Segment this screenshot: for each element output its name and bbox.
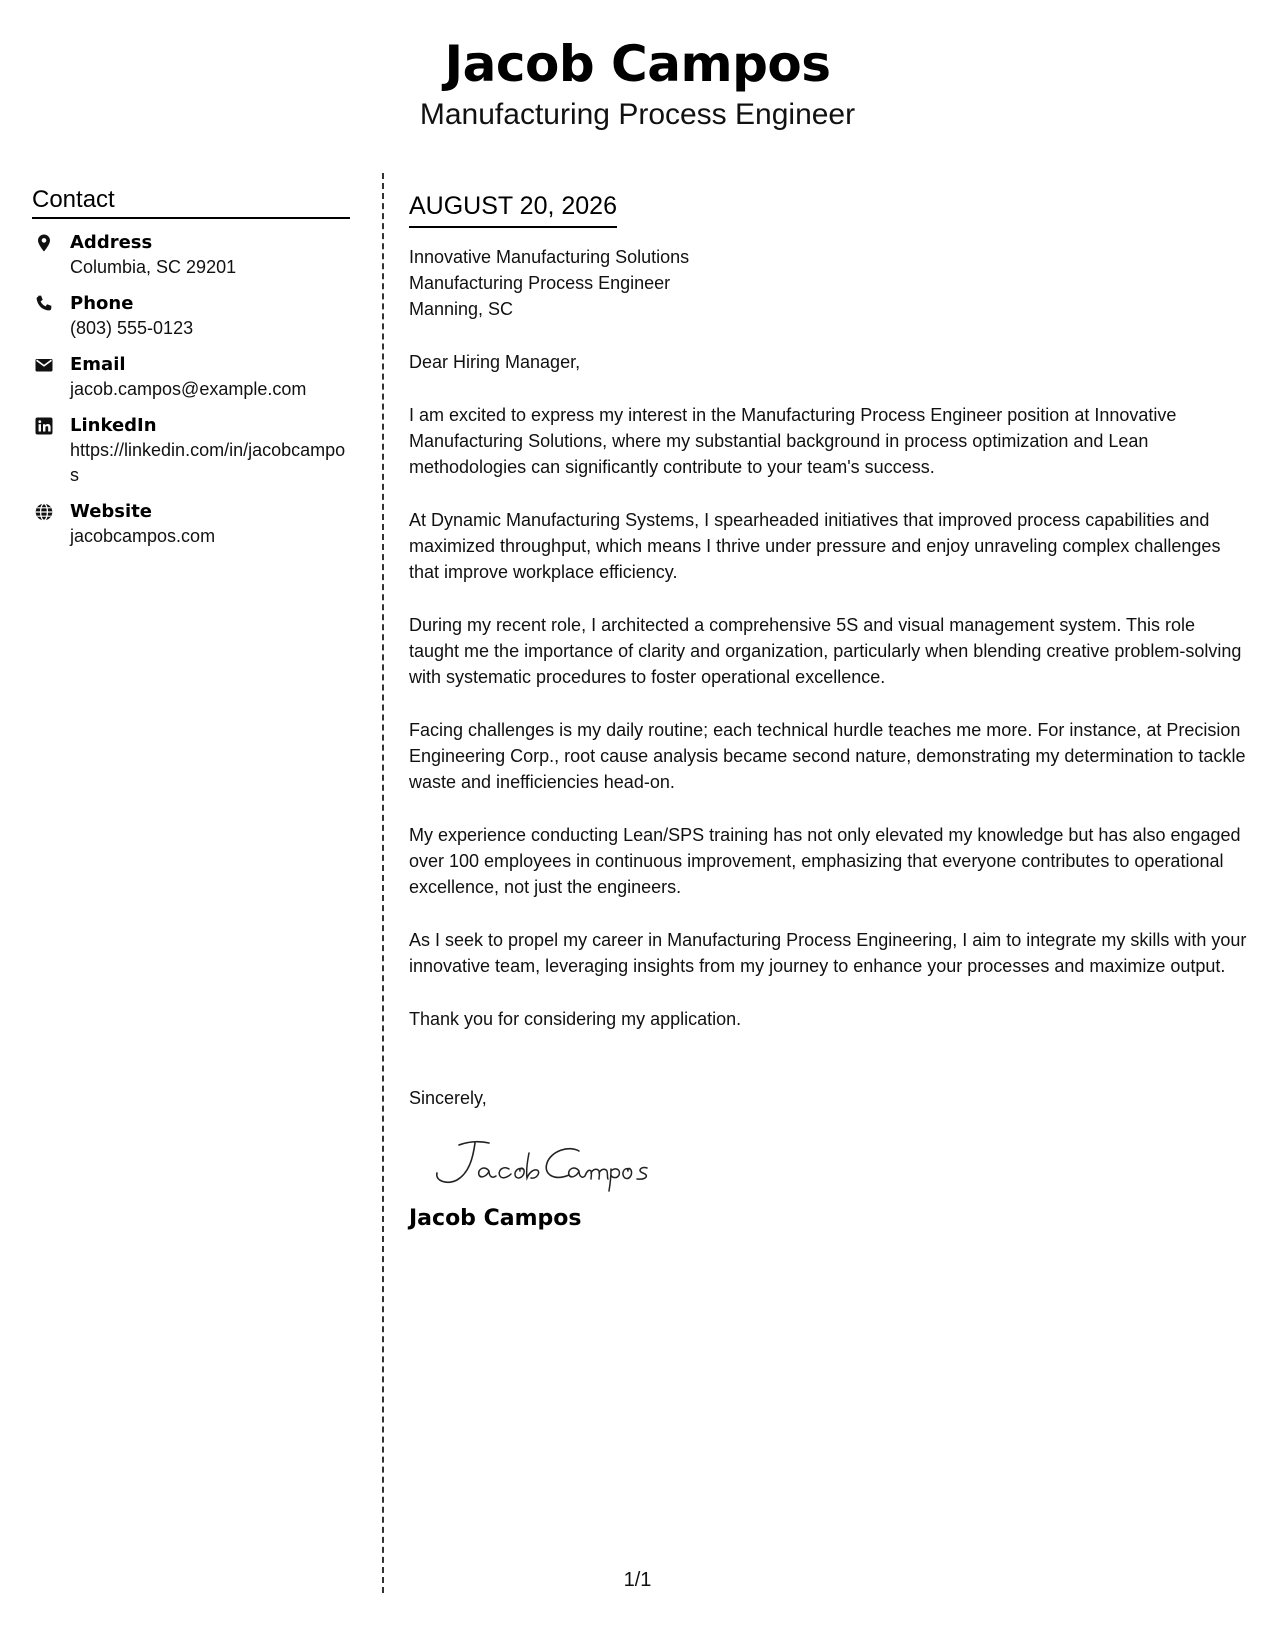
paragraph-5: My experience conducting Lean/SPS training has not only elevated my knowledge but has also engaged over 100 employees in continuous improvement, emphasizing that everyone contributes to operational excellence, not just the engineers. <box>409 825 1241 897</box>
contact-item-website <box>32 500 350 549</box>
website-label: Website <box>70 501 153 522</box>
letter-date: AUGUST 20, 2026 <box>409 190 617 228</box>
salutation: Dear Hiring Manager, <box>409 352 581 372</box>
recipient-position: Manufacturing Process Engineer <box>409 273 671 293</box>
recipient-company: Innovative Manufacturing Solutions <box>409 247 690 267</box>
recipient-location: Manning, SC <box>409 299 514 319</box>
contact-heading: Contact <box>32 185 350 219</box>
job-title: Manufacturing Process Engineer <box>419 98 856 131</box>
globe-icon <box>34 502 54 522</box>
contact-item-email <box>32 353 350 402</box>
address-value: Columbia, SC 29201 <box>70 257 237 277</box>
contact-list <box>32 231 350 549</box>
website-value: jacobcampos.com <box>70 526 216 546</box>
closing: Sincerely, <box>409 1088 487 1108</box>
handwritten-signature <box>429 1133 659 1193</box>
candidate-name: Jacob Campos <box>444 35 831 93</box>
page-number: 1/1 <box>623 1569 652 1591</box>
paragraph-3: During my recent role, I architected a comprehensive 5S and visual management system. This role taught me the importance of clarity and organization, particularly when blending creative problem-solving with systematic procedures to foster operational excellence. <box>409 615 1242 687</box>
header <box>0 32 1275 134</box>
address-label: Address <box>70 232 153 253</box>
location-pin-icon <box>34 233 54 253</box>
recipient-block <box>409 244 1249 322</box>
phone-value: (803) 555-0123 <box>70 318 194 338</box>
signer-name: Jacob Campos <box>409 1206 582 1231</box>
phone-label: Phone <box>70 293 134 314</box>
contact-sidebar <box>32 185 350 549</box>
linkedin-label: LinkedIn <box>70 415 157 436</box>
contact-item-address <box>32 231 350 280</box>
thank-you-line: Thank you for considering my application. <box>409 1009 742 1029</box>
linkedin-value: https://linkedin.com/in/jacobcampos <box>70 440 346 485</box>
column-divider <box>382 173 384 1593</box>
contact-item-linkedin <box>32 414 350 488</box>
email-label: Email <box>70 354 126 375</box>
envelope-icon <box>34 355 54 375</box>
paragraph-1: I am excited to express my interest in the Manufacturing Process Engineer position at Innovative Manufacturing Solutions, where my substantial background in process optimization and Lean methodologies can significantly contribute to your team's success. <box>409 405 1177 477</box>
letter-body <box>409 190 1249 1233</box>
contact-item-phone <box>32 292 350 341</box>
paragraph-4: Facing challenges is my daily routine; each technical hurdle teaches me more. For instance, at Precision Engineering Corp., root cause analysis became second nature, demonstrating my determination to tackle waste and inefficiencies head-on. <box>409 720 1246 792</box>
email-value: jacob.campos@example.com <box>70 379 307 399</box>
paragraph-6: As I seek to propel my career in Manufacturing Process Engineering, I aim to integrate my skills with your innovative team, leveraging insights from my journey to enhance your processes and maximize output. <box>409 930 1247 976</box>
phone-icon <box>34 294 54 314</box>
paragraph-2: At Dynamic Manufacturing Systems, I spearheaded initiatives that improved process capabilities and maximized throughput, which means I thrive under pressure and enjoy unraveling complex challenges that improve workplace efficiency. <box>409 510 1221 582</box>
linkedin-icon <box>34 416 54 436</box>
